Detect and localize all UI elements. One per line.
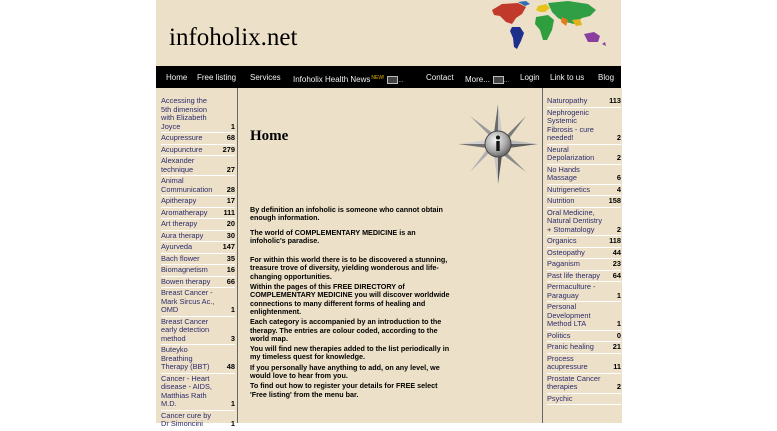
category-item[interactable] [547, 145, 621, 165]
category-count: 111 [223, 207, 235, 217]
category-name: Art therapy [161, 219, 198, 228]
nav-more[interactable] [465, 75, 509, 84]
broken-image-dots: ... [503, 78, 509, 84]
category-name: Naturopathy [547, 96, 588, 105]
category-count: 118 [609, 236, 621, 245]
category-name: Psychic [547, 393, 573, 403]
category-name: Oral Medicine, Natural Dentistry + Stomatology [547, 207, 603, 234]
category-count: 1 [230, 419, 235, 428]
category-name: Bach flower [161, 253, 200, 263]
category-name: Animal Communication [161, 176, 213, 194]
category-count: 23 [612, 259, 621, 268]
category-count: 1 [230, 305, 235, 314]
category-item[interactable] [547, 394, 621, 406]
category-count: 35 [226, 253, 235, 263]
intro-paragraph: By definition an infoholic is someone who cannot obtain enough information. [250, 205, 443, 223]
broken-image-icon [493, 76, 504, 84]
category-count: 11 [613, 362, 621, 371]
nav-health-news[interactable] [293, 75, 403, 84]
category-name: Acupressure [161, 133, 203, 142]
nav-more-label: More... [465, 75, 490, 84]
category-item[interactable] [547, 331, 621, 343]
category-item[interactable] [547, 108, 621, 145]
category-name: Bowen therapy [161, 276, 211, 286]
category-name: Organics [547, 236, 577, 245]
category-item[interactable] [161, 277, 235, 289]
category-item[interactable] [547, 282, 621, 302]
nav-free-listing[interactable]: Free listing [197, 73, 237, 82]
category-item[interactable] [161, 242, 235, 254]
site-logo[interactable]: infoholix.net [169, 24, 298, 51]
category-item[interactable] [547, 354, 621, 374]
category-count: 17 [226, 196, 235, 205]
intro-paragraph: The world of COMPLEMENTARY MEDICINE is an infoholic's paradise. [250, 227, 416, 245]
category-item[interactable] [547, 185, 621, 197]
main-nav [156, 66, 621, 88]
category-count: 2 [616, 133, 621, 142]
category-name: Acupuncture [161, 144, 203, 154]
nav-contact[interactable]: Contact [426, 73, 454, 82]
category-item[interactable] [547, 208, 621, 237]
category-item[interactable] [161, 133, 235, 145]
category-count: 30 [226, 230, 235, 240]
world-map-icon [488, 0, 613, 55]
category-item[interactable] [161, 145, 235, 157]
category-item[interactable] [547, 248, 621, 260]
category-count: 2 [616, 224, 621, 234]
right-category-list [547, 96, 621, 405]
category-name: Breast Cancer - Mark Sircus Ac., OMD [161, 288, 215, 314]
category-name: Nephrogenic Systemic Fibrosis - cure needed! [547, 107, 594, 142]
nav-login[interactable]: Login [520, 73, 540, 82]
category-count: 6 [616, 173, 621, 182]
category-count: 2 [616, 153, 621, 162]
category-name: Process acupressure [547, 353, 588, 371]
category-name: Nutrigenetics [547, 184, 591, 194]
category-name: Breast Cancer early detection method [161, 316, 210, 343]
category-name: Apitherapy [161, 196, 197, 205]
category-count: 20 [226, 219, 235, 228]
category-name: Politics [547, 330, 571, 340]
category-item[interactable] [161, 288, 235, 317]
broken-image-dots: ... [398, 78, 404, 84]
category-name: Nutrition [547, 196, 575, 205]
category-item[interactable] [161, 411, 235, 431]
category-name: Ayurveda [161, 242, 193, 251]
category-count: 16 [226, 265, 235, 274]
category-name: Paganism [547, 259, 580, 268]
nav-health-news-label: Infoholix Health News [293, 75, 371, 84]
category-name: Aura therapy [161, 230, 204, 240]
category-item[interactable] [161, 345, 235, 374]
category-item[interactable] [547, 196, 621, 208]
category-item[interactable] [161, 265, 235, 277]
category-name: Cancer - Heart disease - AIDS, Matthias Rath M.D. [161, 373, 212, 408]
intro-paragraph: You will find new therapies added to the list periodically in my timeless quest for knowledge. [250, 344, 450, 362]
category-count: 66 [226, 276, 235, 286]
intro-paragraph: To find out how to register your details for FREE select 'Free listing' from the menu bar. [250, 381, 438, 399]
category-item[interactable] [161, 317, 235, 346]
category-item[interactable] [161, 254, 235, 266]
category-count: 279 [222, 144, 235, 154]
category-item[interactable] [547, 342, 621, 354]
intro-text [250, 206, 450, 401]
nav-blog[interactable]: Blog [598, 73, 615, 82]
intro-paragraph: Within the pages of this FREE DIRECTORY of COMPLEMENTARY MEDICINE you will discover worldwide connections to many different forms of healing and enlightenment. [250, 282, 450, 316]
category-item[interactable] [161, 96, 235, 133]
category-item[interactable] [547, 271, 621, 283]
category-count: 68 [226, 133, 235, 142]
category-count: 0 [616, 330, 621, 340]
category-count: 1 [230, 121, 235, 131]
main-content [238, 88, 542, 423]
category-item[interactable] [547, 236, 621, 248]
new-badge: NEW! [371, 75, 385, 81]
category-item[interactable] [161, 196, 235, 208]
category-name: Neural Depolarization [547, 144, 595, 162]
category-name: Prostate Cancer therapies [547, 373, 601, 391]
category-name: Pranic healing [547, 342, 594, 351]
category-name: Aromatherapy [161, 207, 208, 217]
category-count: 1 [230, 399, 235, 408]
category-name: Buteyko Breathing Therapy (BBT) [161, 345, 210, 371]
left-category-column [156, 88, 238, 428]
category-name: Biomagnetism [161, 265, 208, 274]
category-count: 48 [226, 362, 235, 371]
category-count: 21 [612, 342, 621, 351]
category-item[interactable] [547, 302, 621, 331]
category-count: 27 [226, 164, 235, 174]
category-item[interactable] [161, 208, 235, 220]
category-name: Alexander technique [161, 156, 195, 174]
nav-link-to-us[interactable]: Link to us [550, 73, 585, 82]
category-count: 113 [609, 96, 621, 105]
category-item[interactable] [547, 259, 621, 271]
category-item[interactable] [161, 231, 235, 243]
category-count: 1 [616, 290, 621, 300]
category-count: 1 [616, 319, 621, 328]
category-count: 64 [612, 270, 621, 280]
category-item[interactable] [161, 176, 235, 196]
broken-image-icon [387, 76, 398, 84]
category-count: 147 [222, 242, 235, 251]
category-name: Accessing the 5th dimension with Elizabeth Joyce [161, 96, 208, 131]
intro-paragraph: If you personally have anything to add, on any level, we would love to hear from you. [250, 362, 440, 381]
page-title: Home [250, 128, 289, 144]
site-header [156, 0, 621, 66]
nav-services[interactable]: Services [250, 73, 281, 82]
nav-home[interactable]: Home [166, 73, 188, 82]
category-item[interactable] [161, 374, 235, 411]
page-container [156, 0, 621, 428]
category-name: No Hands Massage [547, 164, 580, 182]
category-count: 2 [616, 382, 621, 391]
category-item[interactable] [547, 96, 621, 108]
category-item[interactable] [161, 156, 235, 176]
category-item[interactable] [547, 165, 621, 185]
category-count: 4 [616, 184, 621, 194]
intro-paragraph: Each category is accompanied by an introduction to the therapy. The entries are colour coded, according to the world map. [250, 317, 442, 343]
category-count: 28 [226, 184, 235, 194]
category-name: Personal Development Method LTA [547, 302, 591, 328]
category-count: 44 [612, 247, 621, 257]
category-count: 158 [608, 196, 621, 205]
category-name: Past life therapy [547, 270, 600, 280]
category-item[interactable] [161, 219, 235, 231]
compass-info-icon [456, 102, 540, 186]
category-item[interactable] [547, 374, 621, 394]
right-category-column [542, 88, 622, 423]
intro-paragraph: For within this world there is to be discovered a stunning, treasure trove of diversity, yielding wonderous and life-changing opportunities. [250, 255, 448, 281]
category-name: Permaculture - Paraguay [547, 282, 596, 300]
category-name: Cancer cure by Dr Simoncini [161, 410, 212, 428]
category-count: 3 [230, 333, 235, 343]
left-category-list [161, 96, 235, 431]
category-name: Osteopathy [547, 247, 585, 257]
